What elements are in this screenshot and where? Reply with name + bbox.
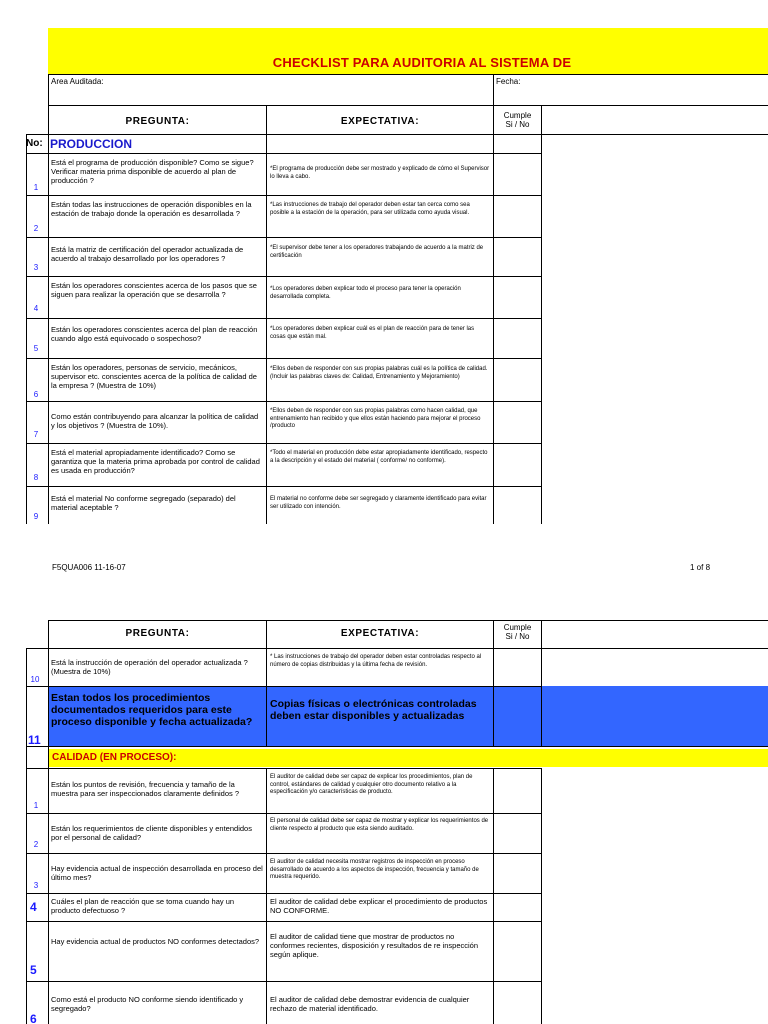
expectation-text: El personal de calidad debe ser capaz de mostrar y explicar los requerimientos de cliente respecto al producto que esta siendo auditado. (270, 818, 489, 832)
expectation-text: *Ellos deben de responder con sus propias palabras cuál es la política de calidad. (Incluir las palabras claves de: Calidad, Entrenamiento y Mejoramiento) (270, 366, 488, 380)
question-text: Está la matriz de certificación del operador actualizada de acuerdo al trabajo desarrollado por los operadores ? (51, 245, 244, 263)
header-cumple-2: Cumple Si / No (503, 623, 532, 641)
expectation-text: *El programa de producción debe ser mostrado y explicado de cómo el Supervisor lo lleva a cabo. (270, 166, 490, 180)
row-number: 5 (30, 963, 37, 977)
expectation-text: *El supervisor debe tener a los operadores trabajando de acuerdo a la matriz de certificación (270, 245, 484, 259)
row-number: 6 (33, 390, 39, 399)
question-text: Están los puntos de revisión, frecuencia y tamaño de la muestra para ser inspeccionados claramente definidos ? (51, 780, 240, 798)
fecha-label: Fecha: (496, 77, 521, 86)
header-pregunta: PREGUNTA: (125, 116, 190, 127)
expectation-text: * Las instrucciones de trabajo del operador deben estar controladas respecto al número de copias distribuidas y la última fecha de revisión. (270, 654, 482, 668)
question-text: Están todas las instrucciones de operación disponibles en la estación de trabajo donde la operación es desarrollada ? (51, 200, 252, 218)
row-number: 2 (33, 224, 39, 233)
question-text: Está el material apropiadamente identificado? Como se garantiza que la materia prima aprobada por control de calidad es usada en producción? (51, 448, 260, 475)
page-title: CHECKLIST PARA AUDITORIA AL SISTEMA DE (272, 55, 572, 70)
no-label: No: (26, 138, 43, 149)
question-text: Como están contribuyendo para alcanzar la política de calidad y los objetivos ? (Muestra de 10%). (51, 412, 259, 430)
expectation-text: Copias físicas o electrónicas controladas deben estar disponibles y actualizadas (270, 698, 477, 722)
row-number: 3 (33, 881, 39, 890)
section-title-calidad: CALIDAD (EN PROCESO): (52, 752, 177, 763)
area-auditada-label: Area Auditada: (51, 77, 104, 86)
question-text: Están los operadores, personas de servicio, mecánicos, supervisor etc. conscientes acerca de la política de calidad de la empresa ? (Muestra de 10%) (51, 363, 257, 390)
row-number: 3 (33, 263, 39, 272)
expectation-text: El auditor de calidad debe ser capaz de explicar los procedimientos, plan de control, estándares de calidad y cualquier otro documento relativo a la especificación y/o características de producto. (270, 774, 473, 795)
section-title-produccion: PRODUCCION (50, 137, 133, 151)
question-text: Está el programa de producción disponible? Como se sigue? Verificar materia prima disponible de acuerdo al plan de producción ? (51, 158, 254, 185)
expectation-text: *Ellos deben de responder con sus propias palabras como hacen calidad, que entrenamiento han recibido y que ellos están haciendo para mejorar el proceso /producto (270, 408, 481, 429)
question-text: Está la instrucción de operación del operador actualizada ? (Muestra de 10%) (51, 658, 248, 676)
question-text: Están los operadores conscientes acerca de los pasos que se siguen para realizar la operación que se desarrolla ? (51, 281, 257, 299)
expectation-text: *Los operadores deben explicar todo el proceso para tener la operación desarrollada completa. (270, 286, 461, 300)
expectation-text: *Las instrucciones de trabajo del operador deben estar tan cerca como sea posible a la estación de la operación, para ser utilizada como ayuda visual. (270, 202, 470, 216)
expectation-text: *Los operadores deben explicar cuál es el plan de reacción para de tener las cosas que están mal. (270, 326, 475, 340)
row-number: 11 (28, 733, 41, 747)
header-expectativa: EXPECTATIVA: (340, 116, 420, 127)
row-number: 1 (33, 801, 39, 810)
row-number: 5 (33, 344, 39, 353)
expectation-text: *Todo el material en producción debe estar apropiadamente identificado, respecto a la descripción y el estado del material ( conforme/ no conforme). (270, 450, 488, 464)
expectation-text: El auditor de calidad debe demostrar evidencia de cualquier rechazo de material identificado. (270, 995, 470, 1013)
row-number: 1 (33, 183, 39, 192)
row-number: 4 (30, 900, 37, 914)
page-number: 1 of 8 (690, 563, 711, 572)
expectation-text: El auditor de calidad debe explicar el procedimiento de productos NO CONFORME. (270, 897, 488, 915)
question-text: Como está el producto NO conforme siendo identificado y segregado? (51, 995, 244, 1013)
expectation-text: El auditor de calidad tiene que mostrar de productos no conformes recientes, disposición y resultados de re inspección según aplique. (270, 932, 479, 959)
row-number: 10 (30, 675, 40, 684)
question-text: Están los requerimientos de cliente disponibles y entendidos por el personal de calidad? (51, 824, 252, 842)
row-number: 4 (33, 304, 39, 313)
header-expectativa-2: EXPECTATIVA: (340, 628, 420, 639)
question-text: Hay evidencia actual de productos NO conformes detectados? (51, 937, 260, 946)
question-text: Estan todos los procedimientos documentados requeridos para este proceso disponible y fecha actualizada? (51, 692, 253, 728)
expectation-text: El material no conforme debe ser segregado y claramente identificado para evitar ser utilizado con intención. (270, 496, 487, 510)
question-text: Están los operadores conscientes acerca del plan de reacción cuando algo está equivocado o sospechoso? (51, 325, 258, 343)
row-number: 8 (33, 473, 39, 482)
row-number: 2 (33, 840, 39, 849)
question-text: Cuáles el plan de reacción que se toma cuando hay un producto defectuoso ? (51, 897, 235, 915)
header-cumple: Cumple Si / No (503, 111, 532, 129)
row-number: 7 (33, 430, 39, 439)
question-text: Hay evidencia actual de inspección desarrollada en proceso del último mes? (51, 864, 263, 882)
row-number: 9 (33, 512, 39, 521)
question-text: Está el material No conforme segregado (separado) del material aceptable ? (51, 494, 236, 512)
expectation-text: El auditor de calidad necesita mostrar registros de inspección en proceso desarrollado de acuerdo a los aspectos de inspección, frecuencia y tamaño de muestra requerido. (270, 859, 479, 880)
row-number: 6 (30, 1012, 37, 1024)
document-code: F5QUA006 11-16-07 (52, 563, 126, 572)
header-pregunta-2: PREGUNTA: (125, 628, 190, 639)
